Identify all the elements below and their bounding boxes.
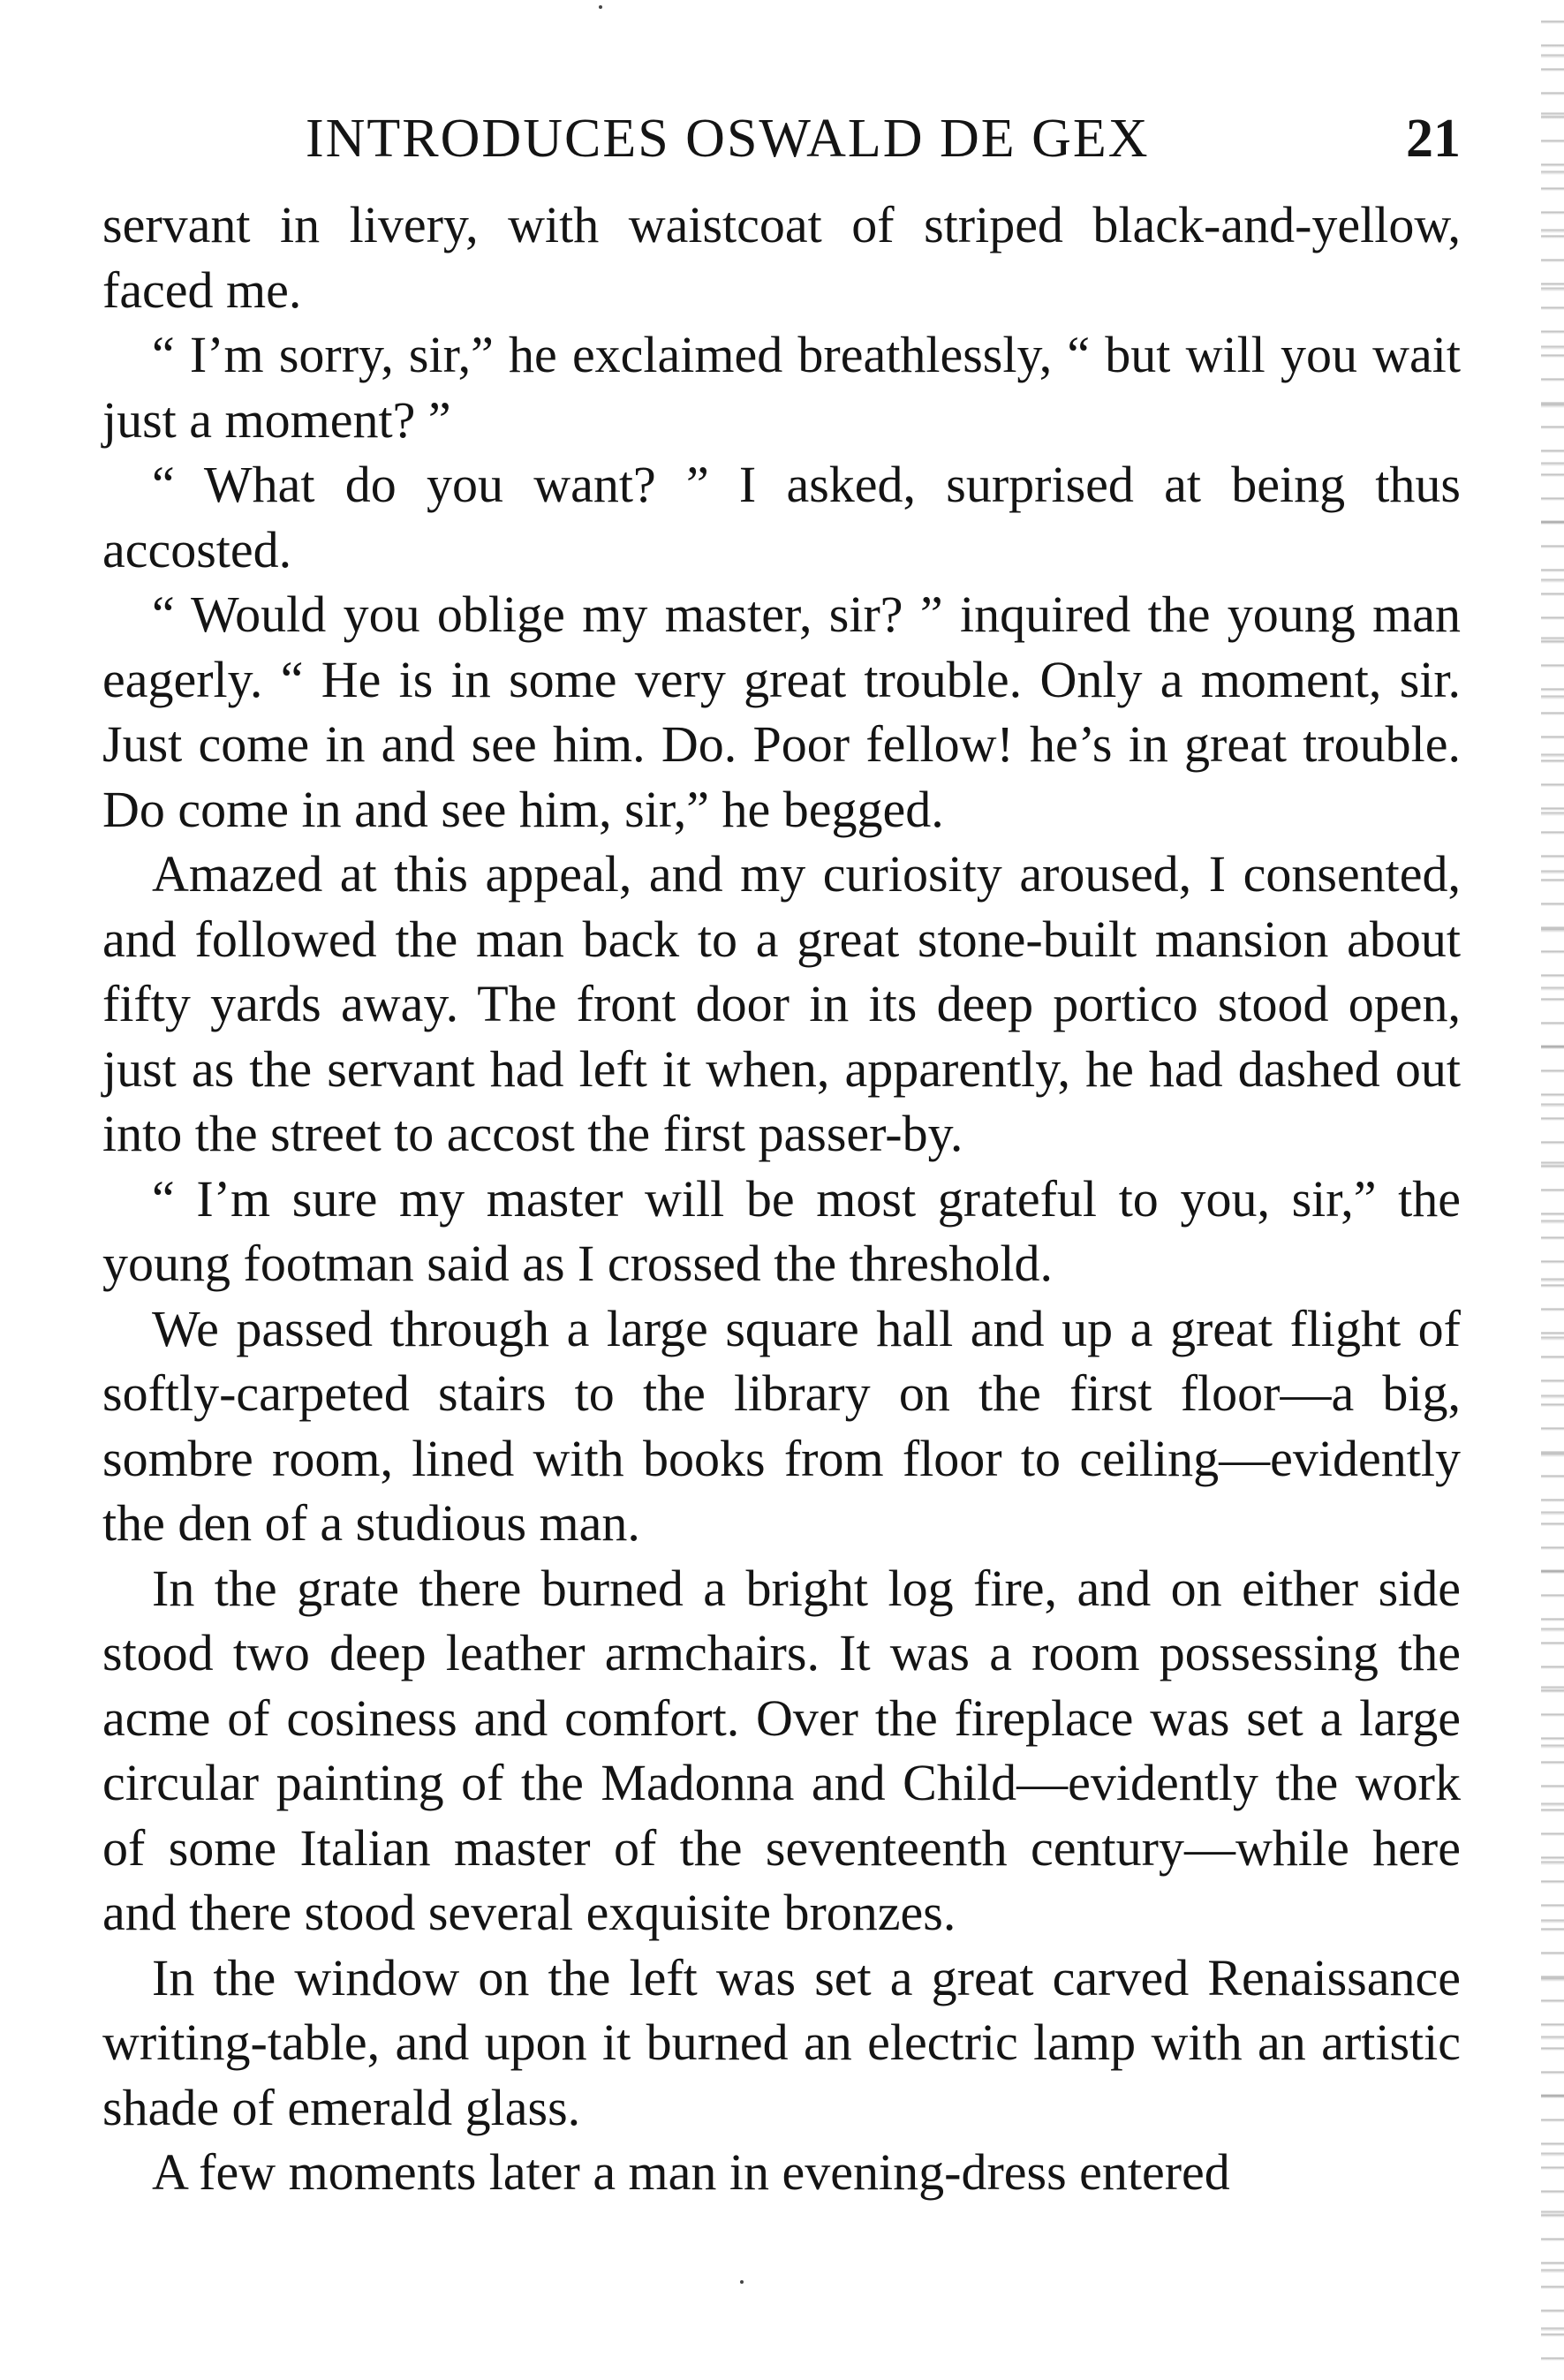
print-speck [740,2280,744,2284]
paragraph: “ What do you want? ” I asked, surprised at being thus accosted. [102,456,1461,578]
paragraph: Amazed at this appeal, and my curiosity aroused, I consented, and followed the man back to a great stone-built mansion about fifty yards away. The front door in its deep portico stood open, just as the servant had left it when, apparently, he had dashed out into the street to accost the first passer-by. [102,845,1461,1162]
paragraph: In the grate there burned a bright log fire, and on either side stood two deep leather armchairs. It was a room possessing the acme of cosiness and comfort. Over the fireplace was set a large circular painting of the Madonna and Child—evidently the work of some Italian master of the seventeenth century—while here and there stood several exquisite bronzes. [102,1559,1461,1941]
paragraph: A few moments later a man in evening-dress entered [152,2143,1230,2201]
page-edge-speckle [1541,0,1564,2380]
paragraph: In the window on the left was set a great carved Renaissance writing-table, and upon it burned an electric lamp with an artistic shade of emerald glass. [102,1948,1461,2136]
paragraph: We passed through a large square hall and up a great flight of softly-carpeted stairs to the library on the first floor—a big, sombre room, lined with books from floor to ceiling—evidently the den of a studious man. [102,1299,1461,1552]
paragraph: servant in livery, with waistcoat of striped black-and-yellow, faced me. [102,196,1461,319]
page-number: 21 [1406,109,1461,169]
paragraph: “ I’m sure my master will be most grateful to you, sir,” the young footman said as I crossed the threshold. [102,1169,1461,1292]
paragraph: “ I’m sorry, sir,” he exclaimed breathlessly, “ but will you wait just a moment? ” [102,326,1461,449]
paragraph: “ Would you oblige my master, sir? ” inquired the young man eagerly. “ He is in some very great trouble. Only a moment, sir. Just come in and see him. Do. Poor fellow! he’s in great trouble. Do come in and see him, sir,” he begged. [102,586,1461,838]
running-head: INTRODUCES OSWALD DE GEX [306,109,1150,169]
body-text [102,193,1461,2205]
page-header [102,99,1461,178]
print-speck [599,5,602,9]
